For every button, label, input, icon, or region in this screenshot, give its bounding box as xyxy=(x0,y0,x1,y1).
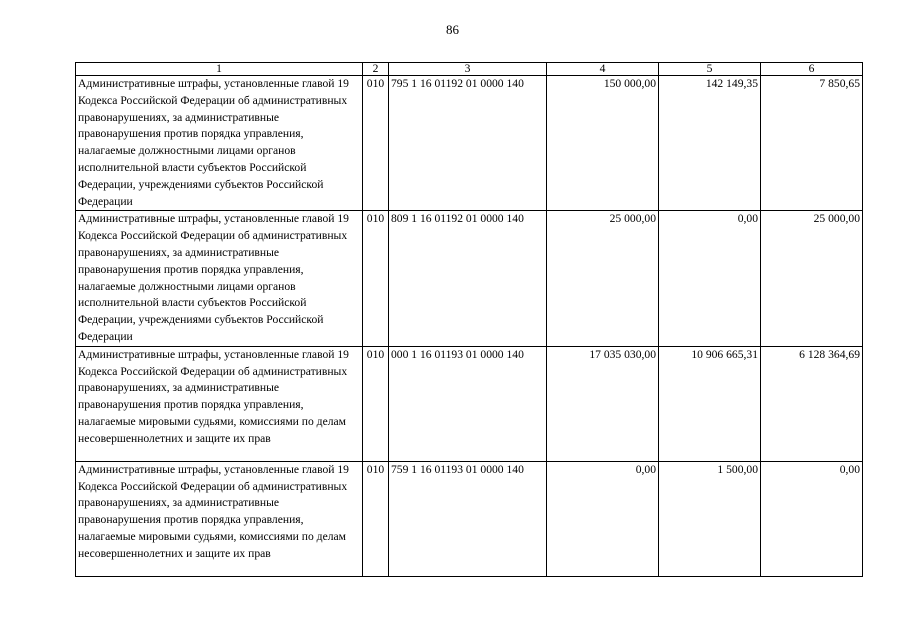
page-number: 86 xyxy=(446,22,459,37)
header-col-1: 1 xyxy=(76,63,363,76)
row-remaining-cell: 7 850,65 xyxy=(761,76,863,211)
header-col-4: 4 xyxy=(547,63,659,76)
header-col-3: 3 xyxy=(389,63,547,76)
row-approved-cell: 25 000,00 xyxy=(547,211,659,346)
table-row xyxy=(76,76,863,211)
table-row xyxy=(76,461,863,576)
table-row xyxy=(76,346,863,461)
row-kbk-cell: 000 1 16 01193 01 0000 140 xyxy=(389,346,547,461)
row-code-cell: 010 xyxy=(363,346,389,461)
row-remaining-cell: 25 000,00 xyxy=(761,211,863,346)
row-code-cell: 010 xyxy=(363,211,389,346)
row-executed-cell: 142 149,35 xyxy=(659,76,761,211)
header-col-6: 6 xyxy=(761,63,863,76)
table-row xyxy=(76,211,863,346)
row-remaining-cell: 0,00 xyxy=(761,461,863,576)
row-code-cell: 010 xyxy=(363,461,389,576)
row-approved-cell: 17 035 030,00 xyxy=(547,346,659,461)
row-name-cell: Административные штрафы, установленные главой 19 Кодекса Российской Федерации об административных правонарушениях, за административные правонарушения против порядка управления, налагаемые должностными лицами органов исполнительной власти субъектов Российской Федерации, учреждениями субъектов Российской Федерации xyxy=(76,211,363,346)
header-col-2: 2 xyxy=(363,63,389,76)
row-approved-cell: 0,00 xyxy=(547,461,659,576)
table-header-row xyxy=(76,63,863,76)
row-kbk-cell: 759 1 16 01193 01 0000 140 xyxy=(389,461,547,576)
row-code-cell: 010 xyxy=(363,76,389,211)
row-remaining-cell: 6 128 364,69 xyxy=(761,346,863,461)
row-name-cell: Административные штрафы, установленные главой 19 Кодекса Российской Федерации об административных правонарушениях, за административные правонарушения против порядка управления, налагаемые должностными лицами органов исполнительной власти субъектов Российской Федерации, учреждениями субъектов Российской Федерации xyxy=(76,76,363,211)
row-executed-cell: 0,00 xyxy=(659,211,761,346)
row-executed-cell: 1 500,00 xyxy=(659,461,761,576)
row-name-cell: Административные штрафы, установленные главой 19 Кодекса Российской Федерации об административных правонарушениях, за административные правонарушения против порядка управления, налагаемые мировыми судьями, комиссиями по делам несовершеннолетних и защите их прав xyxy=(76,461,363,576)
header-col-5: 5 xyxy=(659,63,761,76)
row-kbk-cell: 809 1 16 01192 01 0000 140 xyxy=(389,211,547,346)
row-executed-cell: 10 906 665,31 xyxy=(659,346,761,461)
row-kbk-cell: 795 1 16 01192 01 0000 140 xyxy=(389,76,547,211)
row-name-cell: Административные штрафы, установленные главой 19 Кодекса Российской Федерации об административных правонарушениях, за административные правонарушения против порядка управления, налагаемые мировыми судьями, комиссиями по делам несовершеннолетних и защите их прав xyxy=(76,346,363,461)
budget-execution-table xyxy=(75,62,863,577)
row-approved-cell: 150 000,00 xyxy=(547,76,659,211)
